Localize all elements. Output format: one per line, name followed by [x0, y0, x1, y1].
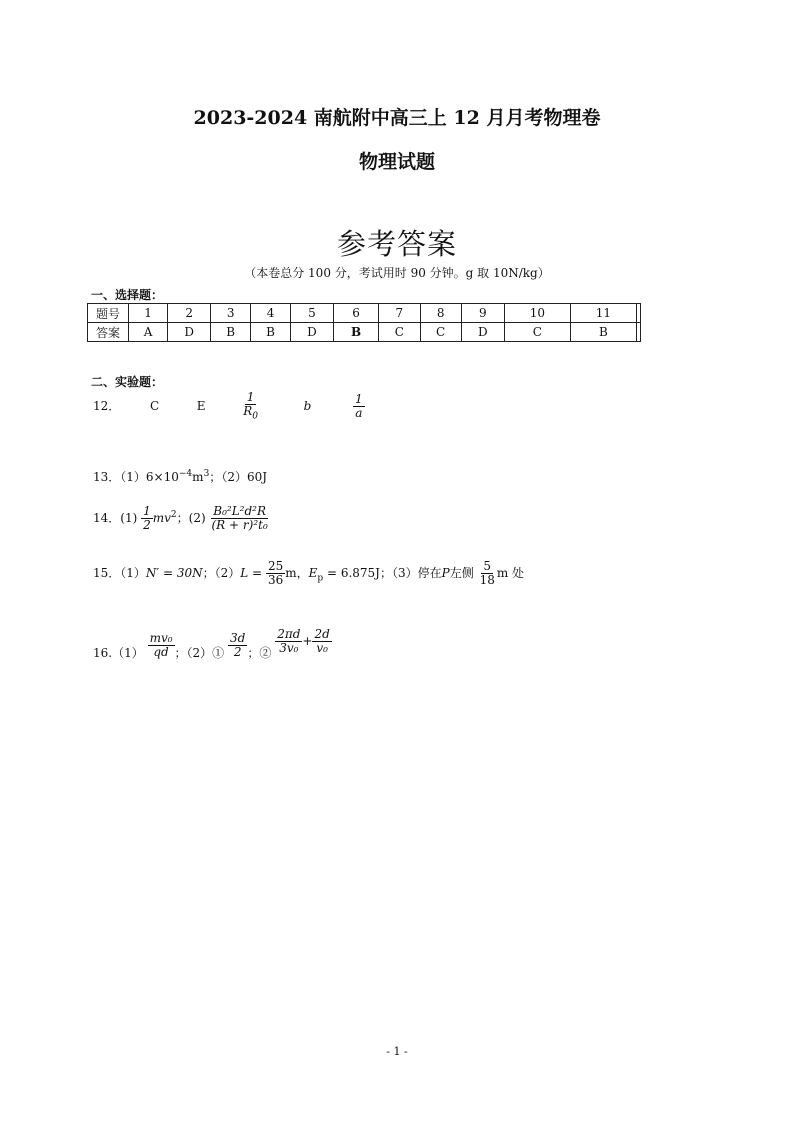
fraction: $\frac{\text{mv₀}}{qd}$ [149, 631, 173, 660]
table-cell: C [420, 323, 461, 342]
fraction: $\frac{1}{a}$ [354, 392, 363, 421]
fraction: $\frac{3d}{2}$ [230, 631, 246, 660]
table-cell: 10 [504, 304, 570, 323]
section-experiment-label: 二、实验题： [91, 375, 164, 389]
table-cell [636, 323, 640, 342]
answer-13: 13．$(1)6\times 10^{-4}m^3$；（2）60J [93, 469, 268, 484]
question-number: 16. [93, 646, 113, 661]
table-cell: C [379, 323, 420, 342]
question-number: 14． [93, 511, 121, 526]
fraction: $\frac{5}{18}$ [479, 559, 495, 588]
answer-12 [93, 391, 365, 422]
table-cell: D [290, 323, 333, 342]
table-row-answers [88, 323, 641, 342]
table-header-cell: 答案 [88, 323, 129, 342]
table-cell [636, 304, 640, 323]
table-cell: D [168, 323, 211, 342]
fraction: $\frac{\text{B₀²L²d²R}}{\text{(R + r)²t₀}}$ [211, 504, 268, 533]
table-cell: B [570, 323, 636, 342]
table-cell: 3 [211, 304, 251, 323]
answer-14: 14．(1) $\frac{1}{2}$ $mv^2$；(2) $\frac{\text{B₀²L²d²R}}{\text{(R + r)²t₀}}$ [93, 504, 268, 533]
table-cell: 4 [251, 304, 291, 323]
fraction: $\frac{25}{36}$ [267, 559, 284, 588]
fraction: $\frac{1}{R_0}$ [243, 390, 258, 422]
exam-note: （本卷总分 100 分，考试用时 90 分钟。g 取 10N/kg） [244, 266, 550, 280]
table-cell: 6 [333, 304, 378, 323]
table-cell: C [504, 323, 570, 342]
answer-15: 15．（1）N′ = 30N；（2）L = $\frac{25}{36}$ m，$E_p = 6.875J$；（3）停在P左侧 $\frac{5}{18}$ m 处 [93, 559, 525, 588]
table-header-cell: 题号 [88, 304, 129, 323]
question-number: 15． [93, 566, 121, 581]
section-choice-label: 一、选择题： [91, 288, 164, 302]
exam-subtitle: 物理试题 [358, 151, 435, 173]
table-cell: B [211, 323, 251, 342]
answer-value: C [149, 399, 160, 414]
fraction: $\frac{2d}{\text{v₀}}$ [314, 627, 330, 656]
table-cell: 8 [420, 304, 461, 323]
answer-16: 16.（1） $\frac{\text{mv₀}}{qd}$ ；（2）① $\frac{3d}{2}$ ；② $\frac{2\pi d}{\text{3v₀}}$ + $\frac{2d}{\text{v₀}}$ [93, 627, 330, 661]
table-cell: B [251, 323, 291, 342]
table-cell: 7 [379, 304, 420, 323]
page-number: - 1 - [386, 1045, 408, 1058]
answer-value: E [196, 399, 206, 414]
table-cell: 5 [290, 304, 333, 323]
table-cell: A [129, 323, 168, 342]
question-number: 12． [93, 399, 121, 414]
question-number: 13． [93, 470, 121, 484]
fraction: $\frac{1}{2}$ [143, 504, 151, 533]
table-cell: 2 [168, 304, 211, 323]
table-cell: D [461, 323, 504, 342]
answer-value: b [303, 399, 312, 414]
table-row-numbers [88, 304, 641, 323]
fraction: $\frac{2\pi d}{\text{3v₀}}$ [277, 627, 301, 656]
answer-table [87, 303, 641, 342]
table-cell: 9 [461, 304, 504, 323]
exam-title: 2023-2024 南航附中高三上 12 月月考物理卷 [193, 107, 601, 129]
table-cell: 1 [129, 304, 168, 323]
table-cell: B [333, 323, 378, 342]
answer-heading: 参考答案 [336, 227, 457, 261]
table-cell: 11 [570, 304, 636, 323]
